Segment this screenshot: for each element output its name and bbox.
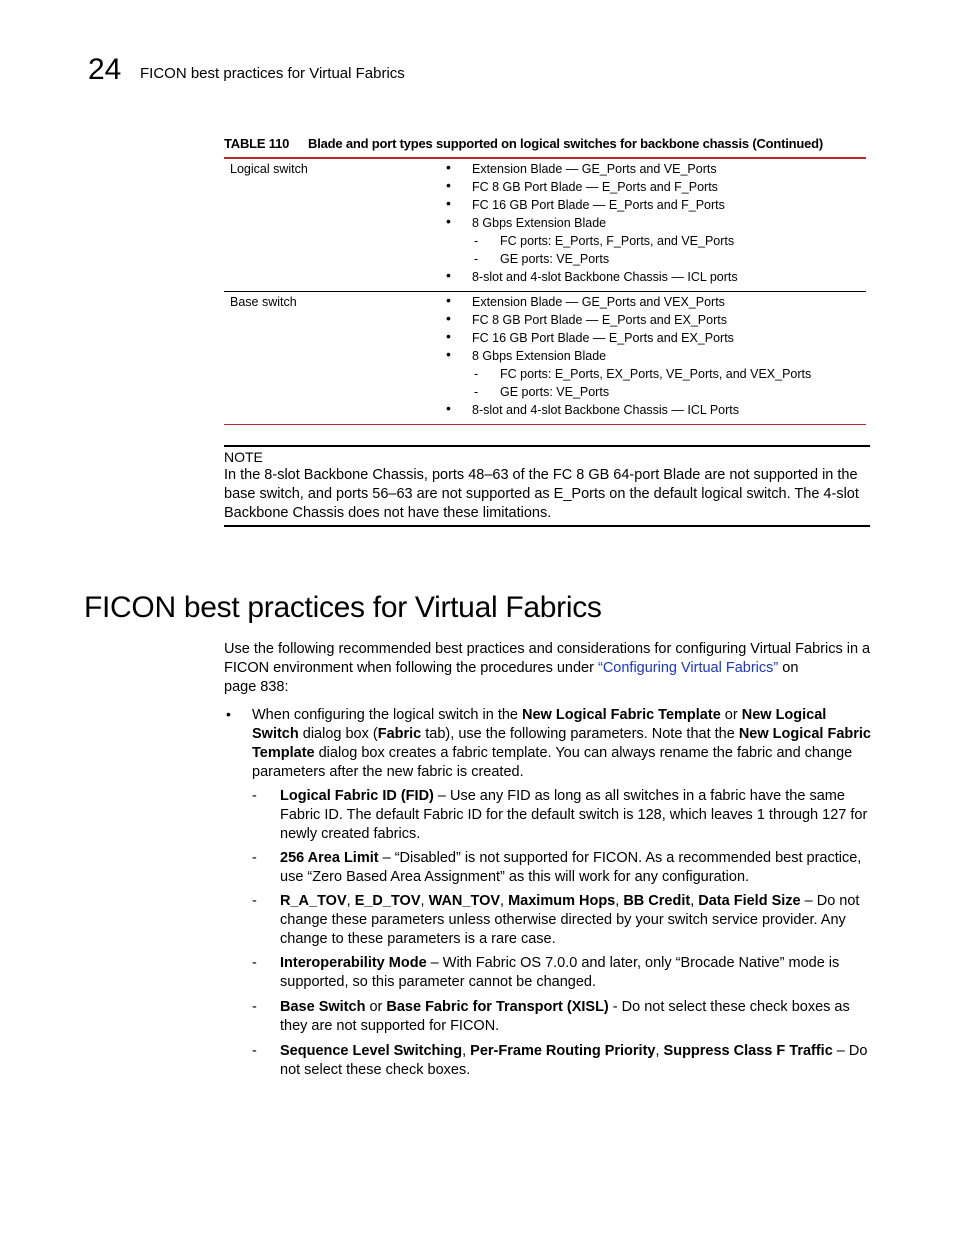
note-top-rule: [224, 445, 870, 447]
main-bullet-text: When configuring the logical switch in the New Logical Fabric Template or New Logical Switch dialog box (Fabric tab), use the following parameters. Note that the New Logical Fabric Template dialog box creates a fabric template. You can always rename the fabric and change parameters after the new fabric is created.: [252, 707, 871, 780]
row-label-logical-switch: Logical switch: [230, 162, 308, 176]
intro-paragraph: Use the following recommended best practices and considerations for configuring Virtual Fabrics in a FICON environment when following the procedures under “Configuring Virtual Fabrics” on page 838:: [224, 641, 871, 695]
table-title: Blade and port types supported on logical switches for backbone chassis (Continued): [308, 136, 824, 151]
chapter-number: 24: [88, 53, 122, 86]
table-number: TABLE 110: [224, 136, 290, 151]
note-bottom-rule: [224, 525, 870, 527]
dash-marker: -: [252, 999, 257, 1015]
running-head: FICON best practices for Virtual Fabrics: [140, 65, 405, 82]
dash-marker: -: [252, 788, 257, 804]
dash-marker: -: [252, 955, 257, 971]
subitem-base-switch: Base Switch or Base Fabric for Transport (XISL) - Do not select these check boxes as they are not supported for FICON.: [280, 999, 850, 1034]
bullet-icon: •: [226, 706, 231, 722]
configuring-virtual-fabrics-link[interactable]: “Configuring Virtual Fabrics”: [597, 660, 779, 676]
subitem-fid: Logical Fabric ID (FID) – Use any FID as long as all switches in a fabric have the same Fabric ID. The default Fabric ID for the default switch is 128, which leaves 1 through 127 for newly created fabrics.: [280, 788, 868, 842]
note-heading: NOTE: [224, 449, 263, 465]
section-title: FICON best practices for Virtual Fabrics: [84, 591, 602, 624]
dash-marker: -: [252, 893, 257, 909]
subitem-interop: Interoperability Mode – With Fabric OS 7.0.0 and later, only “Brocade Native” mode is supported, so this parameter cannot be changed.: [280, 955, 840, 990]
subitem-timeouts: R_A_TOV, E_D_TOV, WAN_TOV, Maximum Hops, BB Credit, Data Field Size – Do not change these parameters unless otherwise directed by your switch service provider. Any change to these parameters is a rare case.: [280, 893, 860, 947]
dash-marker: -: [252, 850, 257, 866]
subitem-area-limit: 256 Area Limit – “Disabled” is not supported for FICON. As a recommended best practice, use “Zero Based Area Assignment” as this will work for any configuration.: [280, 850, 862, 885]
note-body: In the 8-slot Backbone Chassis, ports 48–63 of the FC 8 GB 64-port Blade are not supported in the base switch, and ports 56–63 are not supported as E_Ports on the default logical switch. The 4-slot Backbone Chassis does not have these limitations.: [224, 467, 859, 521]
dash-marker: -: [252, 1043, 257, 1059]
table-top-rule: [224, 157, 866, 159]
row-label-base-switch: Base switch: [230, 295, 297, 309]
subitem-sequence: Sequence Level Switching, Per-Frame Routing Priority, Suppress Class F Traffic – Do not select these check boxes.: [280, 1043, 868, 1078]
table-bottom-rule: [224, 424, 866, 425]
row-divider: [224, 291, 866, 292]
table-caption: [224, 135, 866, 153]
